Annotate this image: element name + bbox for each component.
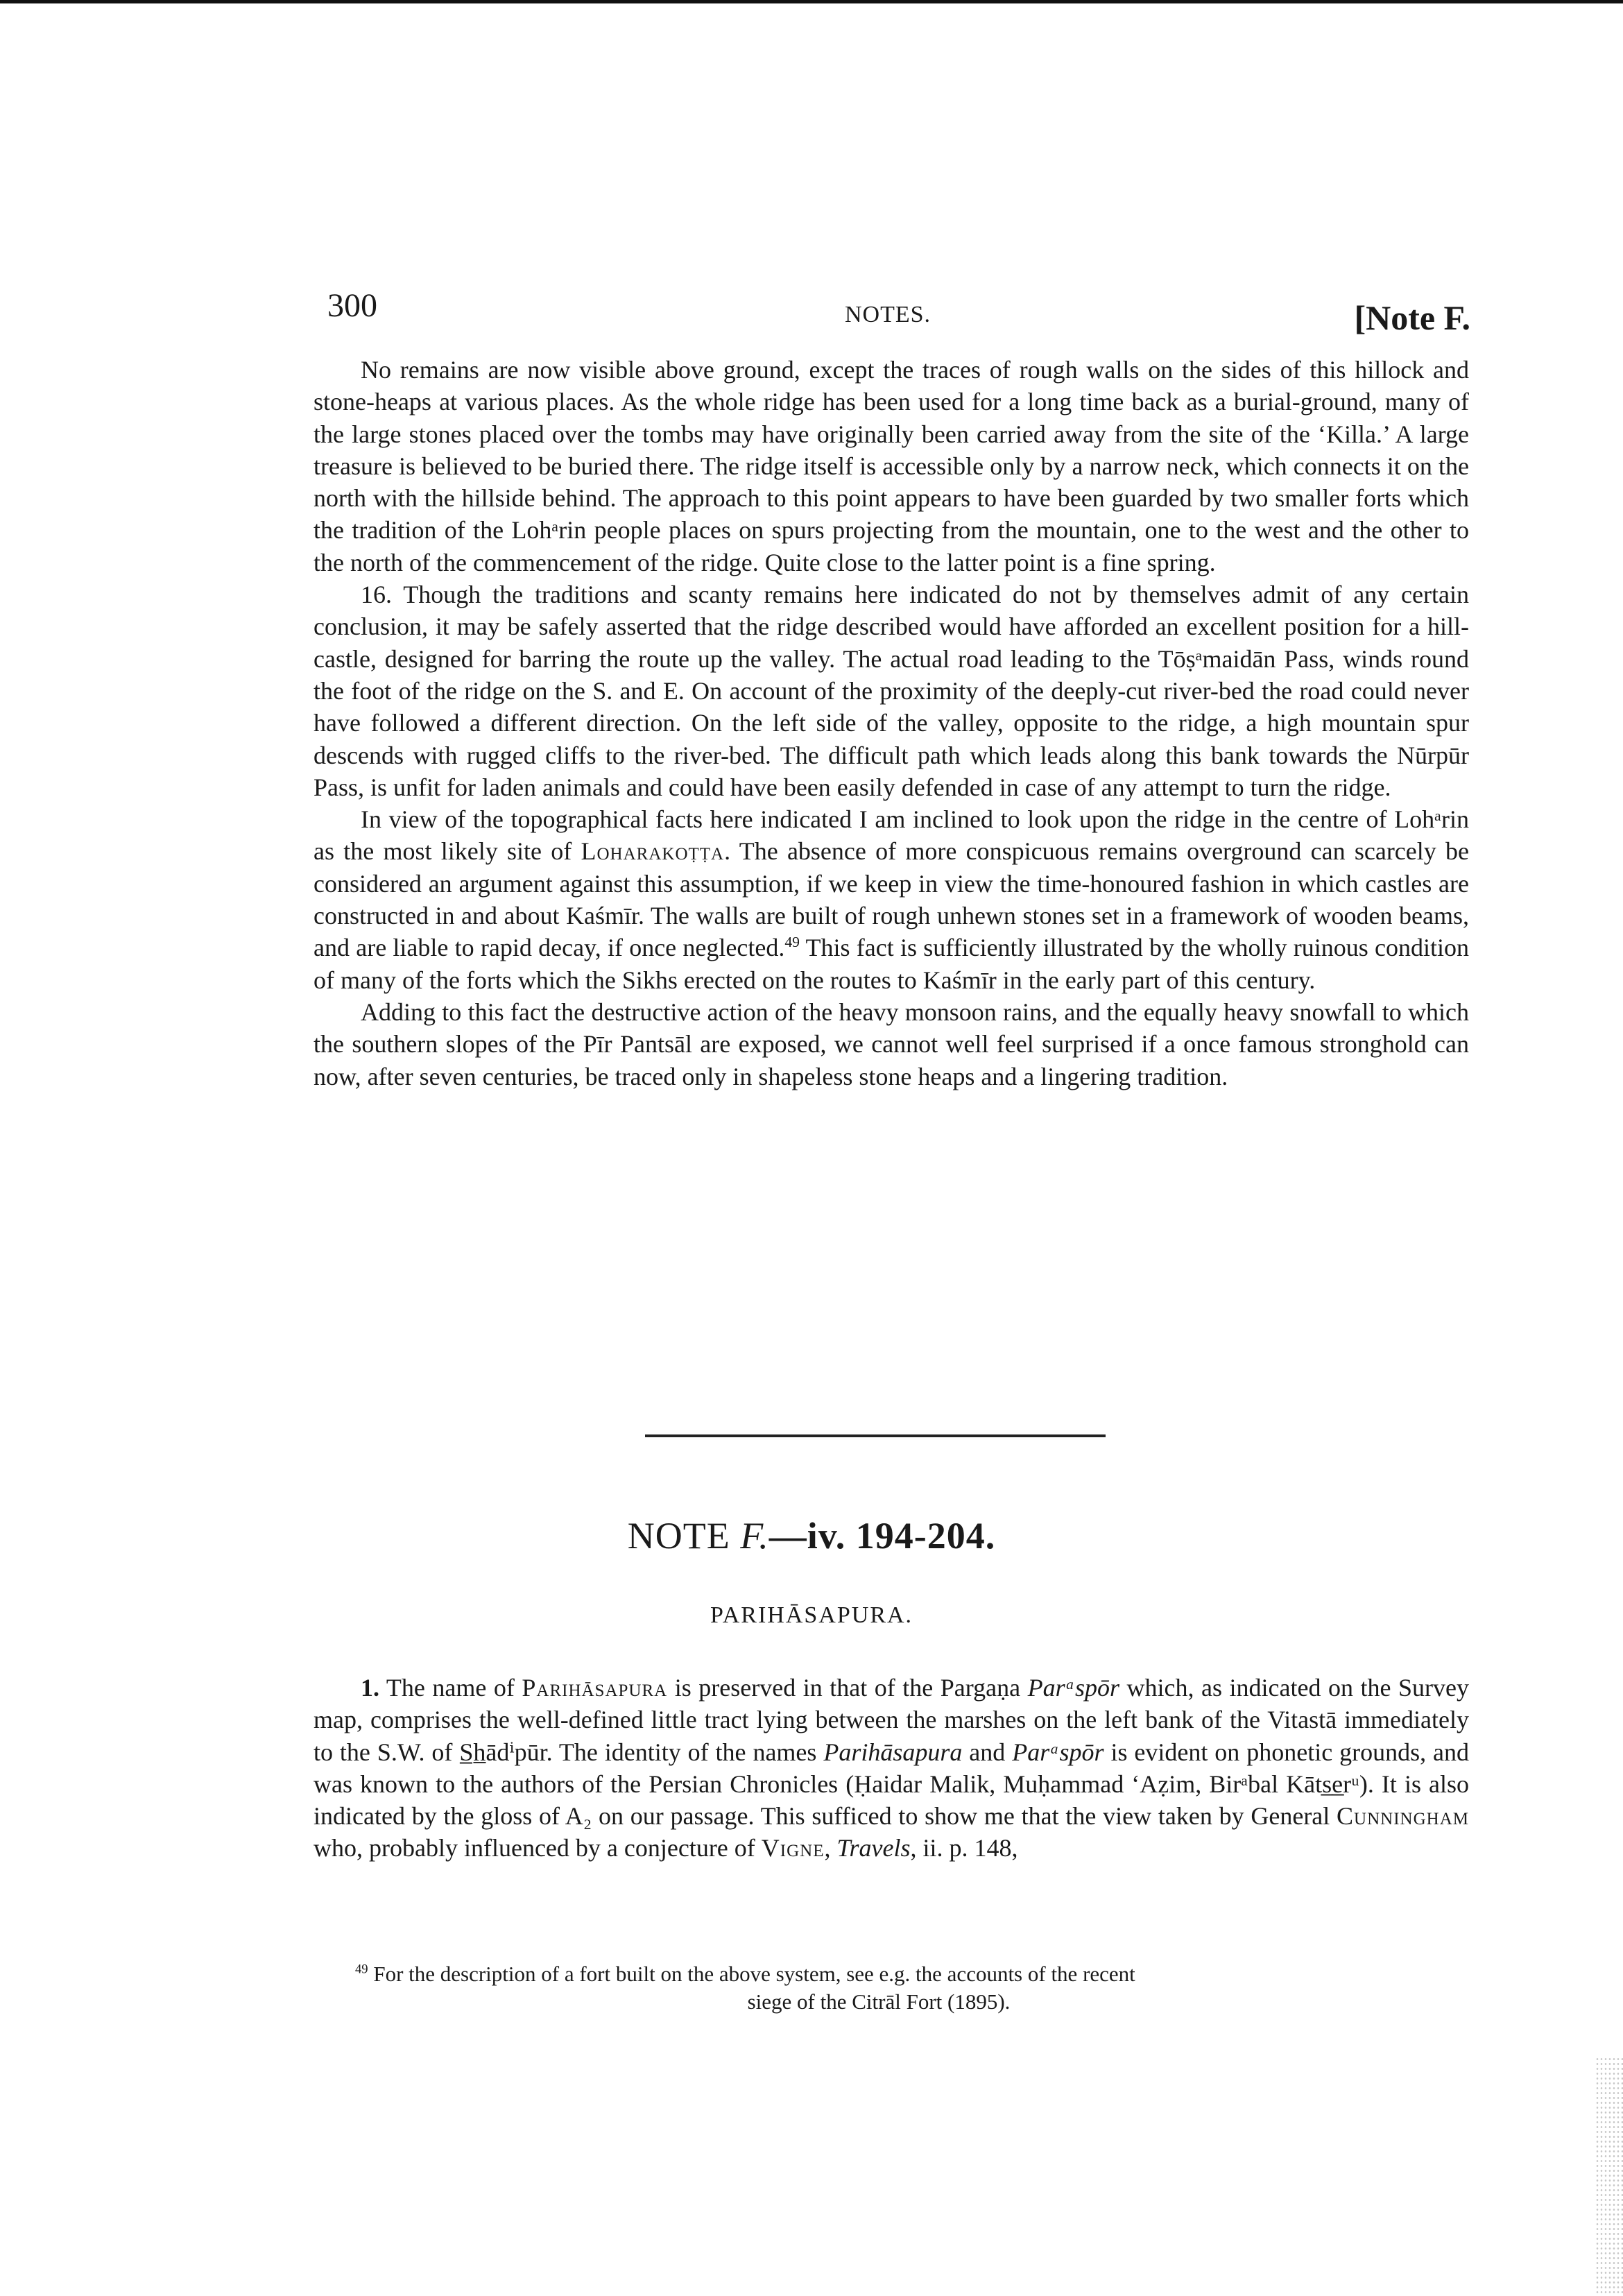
section-text: [314, 1672, 1469, 1865]
paragraph: [314, 1672, 1469, 1865]
person-name: Vigne: [761, 1834, 825, 1862]
running-head: NOTES.: [844, 302, 931, 327]
footnote-text: For the description of a fort built on the above system, see e.g. the accounts of the recent: [368, 1962, 1135, 1986]
note-label: [Note F.: [1354, 298, 1470, 337]
text-run: The name of: [379, 1674, 522, 1702]
italic-term: Travels: [836, 1834, 911, 1862]
footnote-number: 49: [355, 1962, 368, 1977]
paragraph-number: 1.: [361, 1674, 379, 1702]
top-border-line: [0, 0, 1623, 3]
text-run: This fact is sufficiently illustrated by the wholly ruinous condition of many of the forts which the Sikhs erected on the routes to Kaśmīr in the early part of this century.: [314, 934, 1469, 994]
italic-term: Parihāsapura: [823, 1738, 963, 1766]
footnote-text: siege of the Citrāl Fort (1895).: [747, 1989, 1011, 2014]
section-subtitle: PARIHĀSAPURA.: [710, 1602, 913, 1628]
text-run: who, probably influenced by a conjecture of: [314, 1834, 762, 1862]
title-reference: —iv. 194-204.: [768, 1515, 996, 1557]
italic-term: Parᵃspōr: [1012, 1738, 1104, 1766]
text-run: In view of the topographical facts here indicated I am inclined to look upon the ridge in the centre of Lohᵃrin as the most likely site of: [314, 805, 1469, 866]
page-number: 300: [327, 287, 377, 324]
section-title: [0, 1514, 1623, 1557]
text-run: which, as indicated on the Survey map, comprises the well-defined little tract lying between the marshes on the left bank of the Vitastā immediately to the S.W. of S̲h̲ādⁱpūr. The identity of the names: [314, 1674, 1470, 1766]
text-run: is evident on phonetic grounds, and was known to the authors of the Persian Chronicles (Ḥaidar Malik, Muḥammad ‘Aẓim, Birᵃbal Kāts̲e̲rᵘ). It is also indicated by the gloss of A₂ on our passage. This sufficed to show me that the view taken by General: [314, 1738, 1469, 1831]
footnote-reference: 49: [784, 934, 800, 951]
paragraph: 16. Though the traditions and scanty remains here indicated do not by themselves admit of any certain conclusion, it may be safely asserted that the ridge described would have afforded an excellent position for a hill-castle, designed for barring the route up the valley. The actual road leading to the Tōṣᵃmaidān Pass, winds round the foot of the ridge on the S. and E. On account of the proximity of the deeply-cut river-bed the road could never have followed a different direction. On the left side of the valley, opposite to the ridge, a high mountain spur descends with rugged cliffs to the river-bed. The difficult path which leads along this bank towards the Nūrpūr Pass, is unfit for laden animals and could have been easily defended in case of any attempt to turn the ridge.: [314, 581, 1469, 801]
paragraph: No remains are now visible above ground, except the traces of rough walls on the sides of this hillock and stone-heaps at various places. As the whole ridge has been used for a long time back as a burial-ground, many of the large stones placed over the tombs may have originally been carried away from the site of the ‘Killa.’ A large treasure is believed to be buried there. The ridge itself is accessible only by a narrow neck, which connects it on the north with the hillside behind. The approach to this point appears to have been guarded by two smaller forts which the tradition of the Lohᵃrin people places on spurs projecting from the mountain, one to the west and the other to the north of the commencement of the ridge. Quite close to the latter point is a fine spring.: [314, 356, 1469, 576]
place-name: Loharakoṭṭa: [581, 837, 725, 866]
italic-term: Parᵃspōr: [1027, 1674, 1119, 1702]
text-run: and: [962, 1738, 1013, 1766]
text-run: ,: [824, 1834, 837, 1862]
paragraph: Adding to this fact the destructive action of the heavy monsoon rains, and the equally heavy snowfall to which the southern slopes of the Pīr Pantsāl are exposed, we cannot well feel surprised if a once famous stronghold can now, after seven centuries, be traced only in shapeless stone heaps and a lingering tradition.: [314, 997, 1469, 1090]
main-text: [314, 354, 1469, 1093]
paragraph: [314, 803, 1469, 996]
person-name: Cunningham: [1337, 1802, 1469, 1831]
place-name: Parihāsapura: [522, 1674, 668, 1702]
scan-edge-noise: [1595, 2057, 1623, 2296]
footnote: [314, 1960, 1444, 2016]
text-run: is preserved in that of the Pargaṇa: [667, 1674, 1028, 1702]
title-prefix: NOTE: [627, 1515, 741, 1557]
text-run: , ii. p. 148,: [910, 1834, 1018, 1862]
section-divider: [645, 1434, 1106, 1437]
title-letter: F.: [740, 1515, 769, 1557]
text-run: . The absence of more conspicuous remains overground can scarcely be considered an argument against this assumption, if we keep in view the time-honoured fashion in which castles are constructed in and about Kaśmīr. The walls are built of rough unhewn stones set in a framework of wooden beams, and are liable to rapid decay, if once neglected.: [314, 837, 1469, 962]
page-header: [305, 281, 1470, 336]
